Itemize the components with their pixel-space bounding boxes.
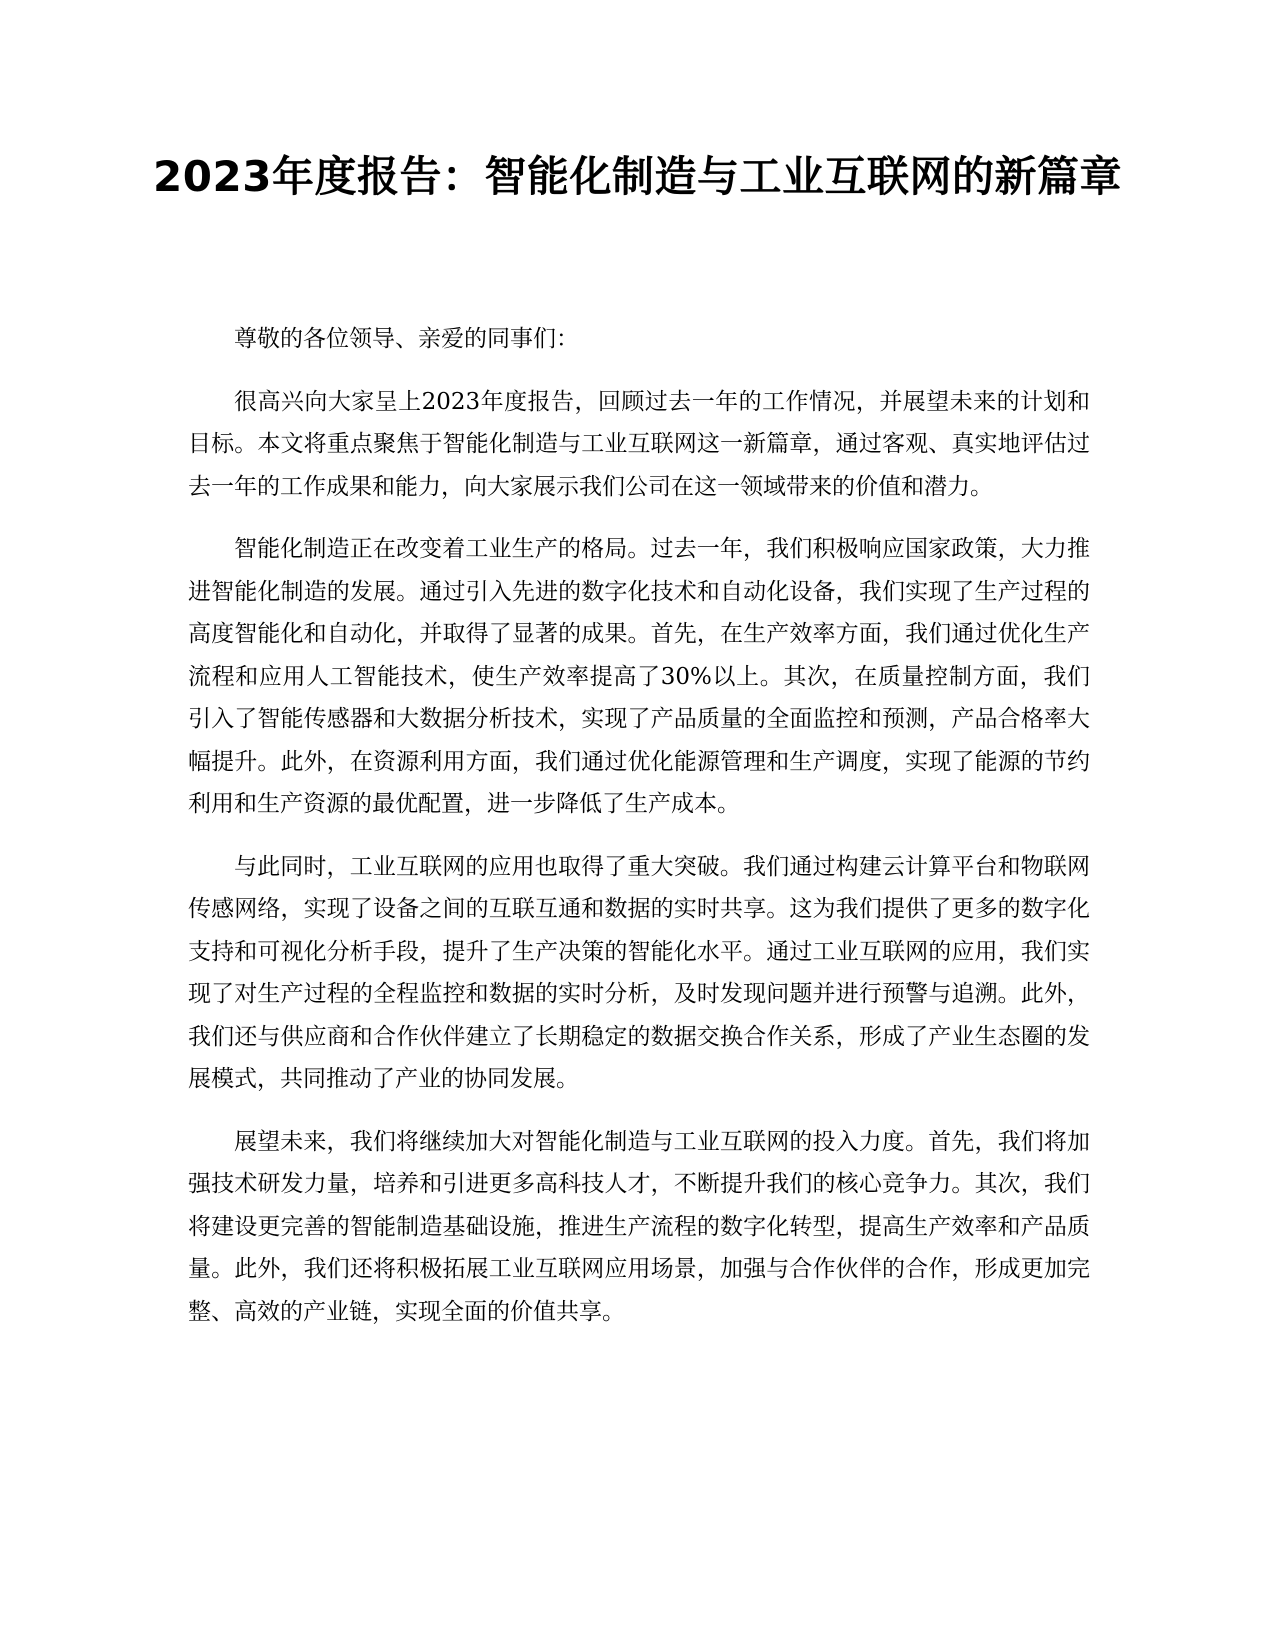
smart-manufacturing-paragraph: 智能化制造正在改变着工业生产的格局。过去一年，我们积极响应国家政策，大力推进智能化制造的发展。通过引入先进的数字化技术和自动化设备，我们实现了生产过程的高度智能化和自动化，并取得了显著的成果。首先，在生产效率方面，我们通过优化生产流程和应用人工智能技术，使生产效率提高了30%以上。其次，在质量控制方面，我们引入了智能传感器和大数据分析技术，实现了产品质量的全面监控和预测，产品合格率大幅提升。此外，在资源利用方面，我们通过优化能源管理和生产调度，实现了能源的节约利用和生产资源的最优配置，进一步降低了生产成本。 <box>188 536 1090 817</box>
industrial-internet-paragraph: 与此同时，工业互联网的应用也取得了重大突破。我们通过构建云计算平台和物联网传感网络，实现了设备之间的互联互通和数据的实时共享。这为我们提供了更多的数字化支持和可视化分析手段，提升了生产决策的智能化水平。通过工业互联网的应用，我们实现了对生产过程的全程监控和数据的实时分析，及时发现问题并进行预警与追溯。此外，我们还与供应商和合作伙伴建立了长期稳定的数据交换合作关系，形成了产业生态圈的发展模式，共同推动了产业的协同发展。 <box>188 853 1090 1092</box>
document-title: 2023年度报告：智能化制造与工业互联网的新篇章 <box>153 152 1122 201</box>
outlook-paragraph: 展望未来，我们将继续加大对智能化制造与工业互联网的投入力度。首先，我们将加强技术研发力量，培养和引进更多高科技人才，不断提升我们的核心竞争力。其次，我们将建设更完善的智能制造基础设施，推进生产流程的数字化转型，提高生产效率和产品质量。此外，我们还将积极拓展工业互联网应用场景，加强与合作伙伴的合作，形成更加完整、高效的产业链，实现全面的价值共享。 <box>188 1128 1090 1325</box>
document-body <box>188 318 1090 1353</box>
greeting-paragraph: 尊敬的各位领导、亲爱的同事们： <box>234 326 579 352</box>
intro-paragraph: 很高兴向大家呈上2023年度报告，回顾过去一年的工作情况，并展望未来的计划和目标。本文将重点聚焦于智能化制造与工业互联网这一新篇章，通过客观、真实地评估过去一年的工作成果和能力，向大家展示我们公司在这一领域带来的价值和潜力。 <box>188 388 1090 500</box>
